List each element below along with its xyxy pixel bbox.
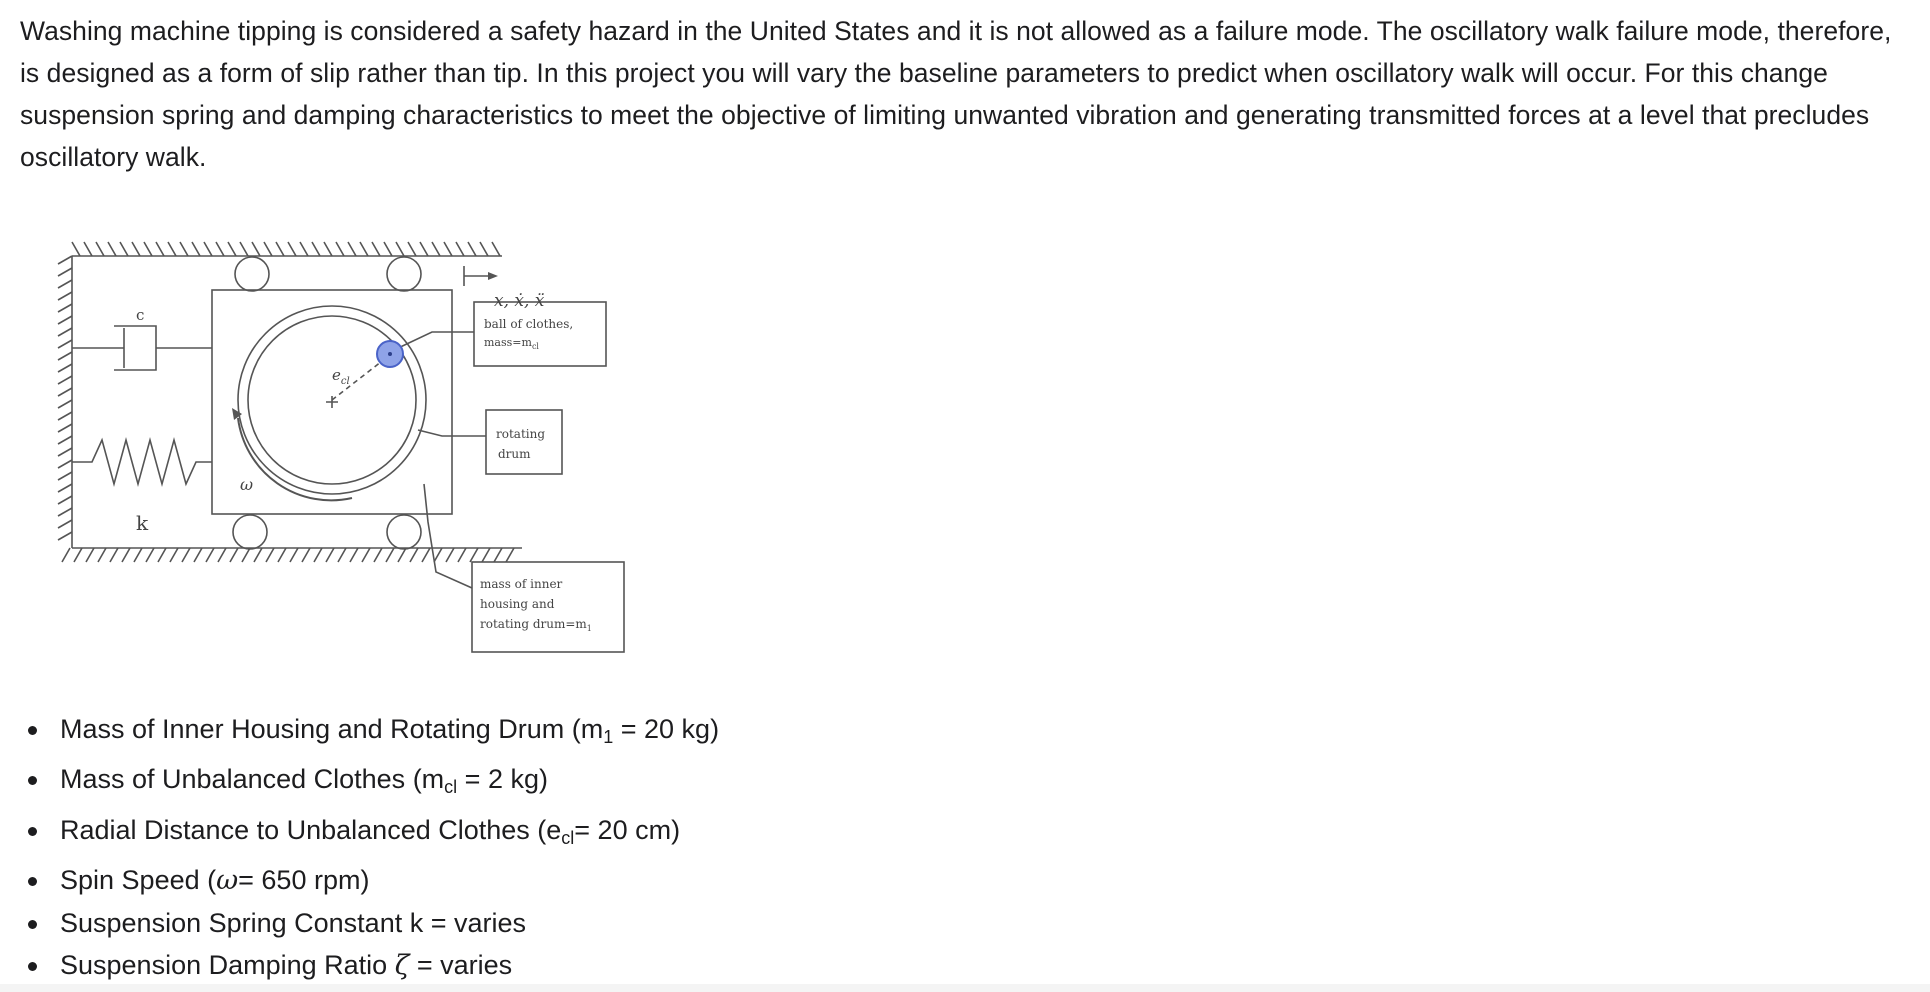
list-item: Suspension Damping Ratio ζ = varies — [20, 944, 719, 987]
list-item: Suspension Spring Constant k = varies — [20, 902, 719, 944]
spring — [72, 440, 212, 484]
housing-label-line3: rotating $drum=m_1$ — [480, 617, 592, 633]
motion-label: x, ẋ, ẍ — [494, 291, 545, 311]
bottom-strip — [0, 984, 1930, 992]
parameter-list — [20, 708, 719, 988]
page-content — [20, 10, 1910, 178]
clothes-label-line2: $mass=m_{cl}$ — [484, 336, 539, 351]
washing-machine-diagram — [32, 222, 632, 672]
damper — [72, 326, 212, 370]
top-right-wheel — [387, 257, 421, 291]
drum-label-box — [486, 410, 562, 474]
clothes-label-line1: ball of clothes, — [484, 317, 574, 331]
eccentricity-label: $e_{cl}$ — [332, 366, 350, 387]
list-item: Mass of Unbalanced Clothes ($m_{cl} = 2$ kg) — [20, 758, 719, 808]
damper-label: c — [136, 306, 145, 324]
left-wall-hatch — [58, 256, 72, 548]
housing-label-line1: mass of inner — [480, 577, 563, 591]
list-item: Radial Distance to Unbalanced Clothes ($e_{cl}= 20$ cm) — [20, 809, 719, 859]
bottom-left-wheel — [233, 515, 267, 549]
drum-label-line1: rotating — [496, 427, 546, 441]
top-left-wheel — [235, 257, 269, 291]
clothes-label-box — [474, 302, 606, 366]
housing-label-line2: housing and — [480, 597, 555, 611]
omega-label: ω — [240, 475, 254, 494]
list-item: Spin Speed (ω= 650 rpm) — [20, 859, 719, 902]
list-item: Mass of Inner Housing and Rotating Drum ($m_1 = 20$ kg) — [20, 708, 719, 758]
spring-label: k — [136, 511, 149, 535]
intro-paragraph: Washing machine tipping is considered a safety hazard in the United States and it is not allowed as a failure mode. The oscillatory walk failure mode, therefore, is designed as a form of slip rather than tip. In this project you will vary the baseline parameters to predict when oscillatory walk will occur. For this change suspension spring and damping characteristics to meet the objective of limiting unwanted vibration and generating transmitted forces at a level that precludes oscillatory walk. — [20, 16, 1892, 172]
bottom-ground-hatch — [62, 548, 522, 562]
top-ground-hatch — [72, 242, 502, 256]
omega-arrow — [238, 418, 352, 500]
bottom-right-wheel — [387, 515, 421, 549]
drum-label-line2: drum — [498, 447, 531, 461]
